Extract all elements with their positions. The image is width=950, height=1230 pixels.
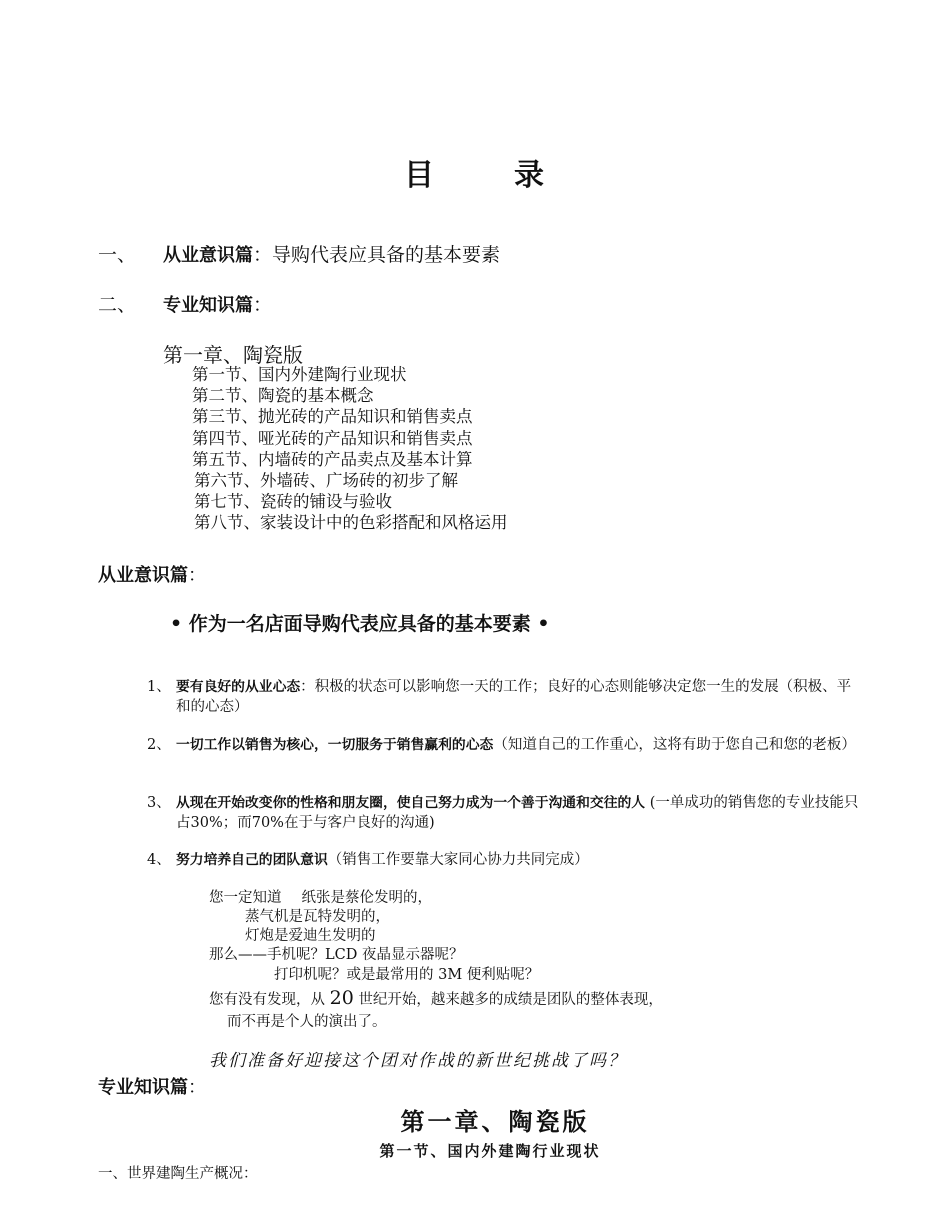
toc-entry-2-text (163, 290, 272, 317)
list-item-bold: 要有良好的从业心态 (176, 679, 301, 695)
list-item-number: 2、 (147, 737, 171, 753)
list-item-bold: 一切工作以销售为核心，一切服务于销售赢利的心态 (176, 737, 494, 753)
list-item-rest: ：积极的状态可以影响您一天的工作；良好的心态则能够决定您一生的发展（积极、平和的心态） (176, 679, 852, 715)
poem-line-1 (209, 888, 432, 908)
poem-line-4: 那么——手机呢？LCD 夜晶显示器呢？ (209, 947, 464, 963)
toc-section: 第四节、哑光砖的产品知识和销售卖点 (192, 428, 473, 448)
list-item-text (176, 850, 862, 870)
toc-section: 第二节、陶瓷的基本概念 (192, 386, 374, 406)
toc-bold-label: 专业知识篇 (163, 295, 253, 316)
toc-section: 第六节、外墙砖、广场砖的初步了解 (194, 471, 458, 491)
poem-line-3: 灯炮是爱迪生发明的 (245, 928, 376, 944)
poem-line-2: 蒸气机是瓦特发明的， (245, 909, 390, 925)
list-item (147, 850, 862, 870)
toc-entry-1-text (163, 240, 500, 267)
toc-section-list (192, 364, 508, 534)
part1-heading-text: 从业意识篇 (98, 565, 188, 586)
part1-subheading: • 作为一名店面导购代表应具备的基本要素 • (170, 613, 550, 635)
list-item-number: 1、 (147, 679, 171, 695)
poem-line-5: 打印机呢？或是最常用的 3M 便利贴呢？ (274, 967, 540, 983)
list-item-number: 4、 (147, 852, 171, 868)
toc-chapter-title: 第一章、陶瓷版 (163, 343, 303, 367)
poem-line-6a: 您有没有发现，从 (209, 992, 330, 1008)
title-char-1: 目 (404, 158, 436, 193)
list-item-rest: (一单成功的销售您的专业技能只占30%；而70%在于与客户良好的沟通) (176, 795, 859, 831)
list-item-bold: 从现在开始改变你的性格和朋友圈，使自己努力成为一个善于沟通和交往的人 (176, 795, 646, 811)
title-char-2: 录 (514, 158, 546, 193)
closing-question: 我们准备好迎接这个团对作战的新世纪挑战了吗？ (209, 1051, 627, 1071)
toc-number: 一、 (98, 244, 137, 266)
list-item-rest: （销售工作要靠大家同心协力共同完成） (327, 852, 589, 868)
poem-line-7: 而不再是个人的演出了。 (227, 1014, 387, 1030)
toc-section: 第三节、抛光砖的产品知识和销售卖点 (192, 407, 473, 427)
part1-heading (98, 561, 206, 587)
list-item (147, 735, 862, 755)
list-item-text (176, 735, 862, 755)
part2-heading-text: 专业知识篇 (98, 1077, 188, 1098)
section-item-heading: 一、世界建陶生产概况： (98, 1166, 258, 1182)
part2-heading-colon: ： (188, 1077, 206, 1098)
poem-line-6c: 世纪开始，越来越多的成绩是团队的整体表现， (353, 992, 663, 1008)
toc-rest-label: ：导购代表应具备的基本要素 (253, 244, 501, 266)
part1-heading-colon: ： (188, 565, 206, 586)
toc-section: 第八节、家装设计中的色彩搭配和风格运用 (194, 513, 508, 533)
chapter-heading: 第一章、陶瓷版 (400, 1107, 590, 1136)
poem-line-1a: 您一定知道 (209, 890, 282, 906)
toc-section: 第五节、内墙砖的产品卖点及基本计算 (192, 449, 473, 469)
list-item (147, 793, 862, 833)
toc-bold-label: 从业意识篇 (163, 245, 253, 266)
list-item-number: 3、 (147, 795, 171, 811)
toc-section: 第一节、国内外建陶行业现状 (192, 365, 407, 384)
poem-century-number: 20 (329, 987, 354, 1009)
part2-heading (98, 1073, 206, 1099)
page-title (0, 150, 950, 194)
section-heading: 第一节、国内外建陶行业现状 (379, 1142, 601, 1160)
poem-line-6 (209, 988, 663, 1010)
toc-entry-2 (98, 290, 136, 317)
toc-section: 第七节、瓷砖的铺设与验收 (194, 492, 392, 512)
list-item-bold: 努力培养自己的团队意识 (176, 852, 328, 868)
toc-rest-label: ： (253, 294, 273, 316)
list-item-text (176, 677, 862, 717)
list-item-rest: （知道自己的工作重心，这将有助于您自己和您的老板） (493, 737, 856, 753)
toc-entry-1 (98, 240, 136, 267)
list-item-text (176, 793, 862, 833)
toc-number: 二、 (98, 294, 137, 316)
poem-line-1b: 纸张是蔡伦发明的， (301, 890, 432, 906)
list-item (147, 677, 862, 717)
